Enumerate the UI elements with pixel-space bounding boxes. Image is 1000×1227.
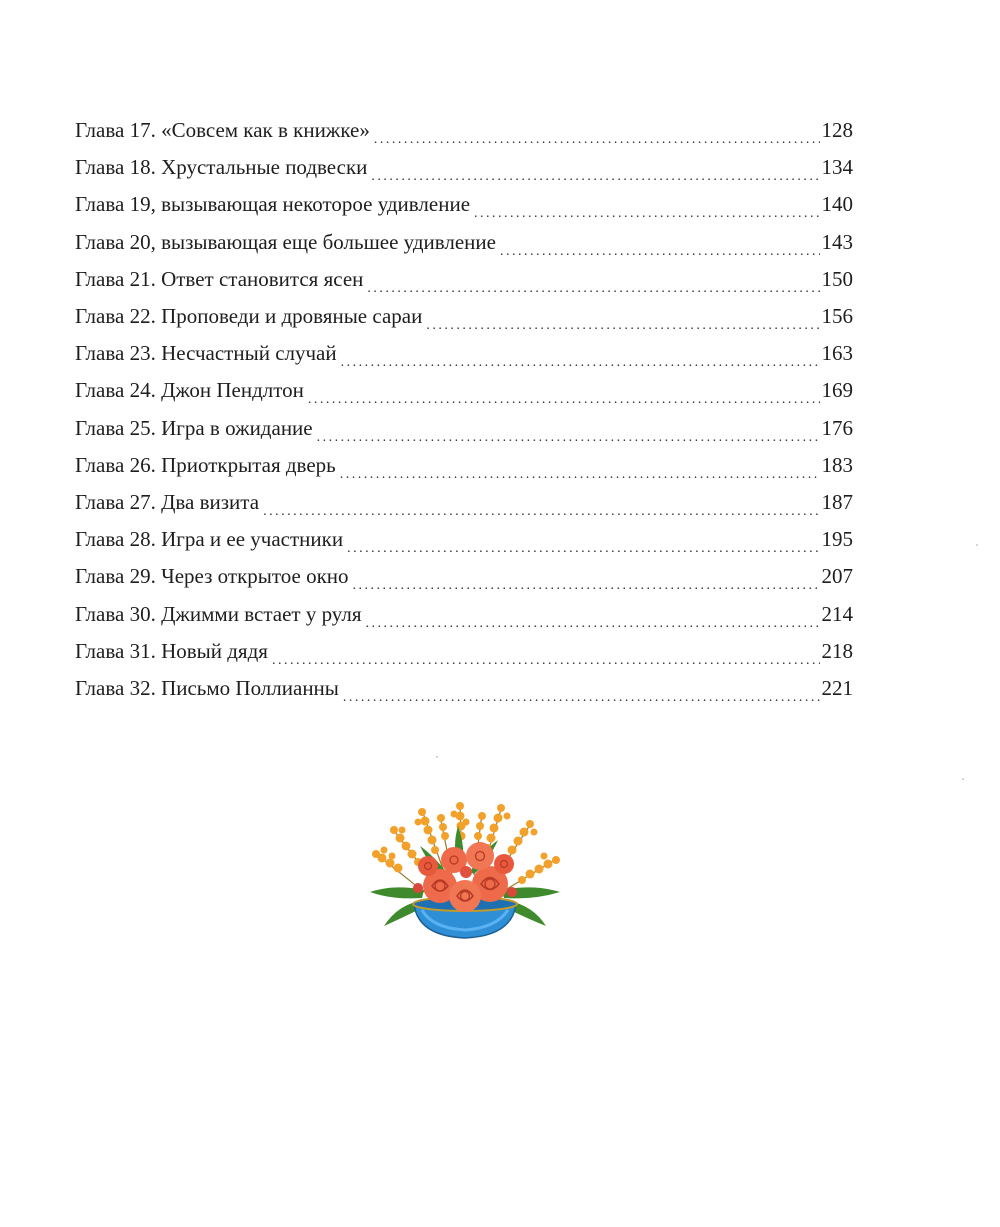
flower-bowl-icon: [362, 800, 567, 945]
toc-entry-title: Глава 22. Проповеди и дровяные сараи: [75, 304, 423, 329]
toc-entry-title: Глава 20, вызывающая еще большее удивление: [75, 229, 496, 254]
toc-entry-page: 207: [821, 564, 853, 589]
toc-dot-leader: [341, 349, 820, 370]
toc-entry-page: 187: [821, 489, 853, 514]
toc-entry-title: Глава 17. «Совсем как в книжке»: [75, 118, 370, 143]
paper-speck: [436, 756, 438, 758]
toc-entry[interactable]: [75, 521, 853, 558]
toc-entry-page: 176: [821, 415, 853, 440]
toc-dot-leader: [353, 572, 820, 593]
toc-dot-leader: [474, 200, 819, 221]
table-of-contents: [75, 112, 853, 707]
toc-entry[interactable]: [75, 186, 853, 223]
toc-entry[interactable]: [75, 447, 853, 484]
toc-entry[interactable]: [75, 335, 853, 372]
toc-entry-page: 156: [821, 304, 853, 329]
paper-speck: [962, 778, 964, 780]
toc-entry-page: 140: [821, 192, 853, 217]
toc-entry[interactable]: [75, 261, 853, 298]
paper-speck: [976, 544, 978, 546]
toc-entry[interactable]: [75, 298, 853, 335]
toc-entry-title: Глава 21. Ответ становится ясен: [75, 266, 364, 291]
toc-dot-leader: [371, 163, 819, 184]
toc-dot-leader: [272, 647, 820, 668]
toc-entry-title: Глава 24. Джон Пендлтон: [75, 378, 304, 403]
toc-entry[interactable]: [75, 372, 853, 409]
toc-entry-title: Глава 32. Письмо Поллианны: [75, 675, 339, 700]
mimosa-sprigs: [372, 802, 560, 892]
toc-entry-page: 169: [821, 378, 853, 403]
toc-entry[interactable]: [75, 633, 853, 670]
toc-dot-leader: [308, 386, 820, 407]
toc-entry[interactable]: [75, 224, 853, 261]
toc-entry-page: 221: [821, 675, 853, 700]
toc-entry-title: Глава 28. Игра и ее участники: [75, 527, 344, 552]
toc-dot-leader: [367, 275, 819, 296]
toc-entry-title: Глава 26. Приоткрытая дверь: [75, 452, 336, 477]
toc-entry[interactable]: [75, 670, 853, 707]
toc-entry[interactable]: [75, 558, 853, 595]
toc-entry-title: Глава 23. Несчастный случай: [75, 341, 337, 366]
toc-entry[interactable]: [75, 595, 853, 632]
toc-dot-leader: [366, 610, 820, 631]
toc-dot-leader: [317, 424, 820, 445]
toc-entry-title: Глава 30. Джимми встает у руля: [75, 601, 362, 626]
toc-entry-page: 163: [821, 341, 853, 366]
toc-entry-title: Глава 19, вызывающая некоторое удивление: [75, 192, 471, 217]
toc-entry-page: 218: [821, 638, 853, 663]
toc-entry-page: 128: [821, 118, 853, 143]
toc-entry-page: 143: [821, 229, 853, 254]
toc-dot-leader: [426, 312, 819, 333]
toc-dot-leader: [340, 461, 820, 482]
toc-entry-title: Глава 29. Через открытое окно: [75, 564, 349, 589]
toc-entry-title: Глава 31. Новый дядя: [75, 638, 268, 663]
toc-entry-page: 150: [821, 266, 853, 291]
toc-dot-leader: [343, 684, 820, 705]
toc-entry-page: 183: [821, 452, 853, 477]
toc-entry-page: 195: [821, 527, 853, 552]
toc-entry-title: Глава 27. Два визита: [75, 489, 260, 514]
toc-dot-leader: [263, 498, 819, 519]
toc-entry-page: 214: [821, 601, 853, 626]
toc-entry[interactable]: [75, 410, 853, 447]
toc-dot-leader: [347, 535, 819, 556]
toc-entry[interactable]: [75, 484, 853, 521]
toc-entry[interactable]: [75, 149, 853, 186]
toc-entry-title: Глава 18. Хрустальные подвески: [75, 155, 368, 180]
toc-entry-title: Глава 25. Игра в ожидание: [75, 415, 313, 440]
toc-dot-leader: [374, 126, 820, 147]
toc-entry[interactable]: [75, 112, 853, 149]
toc-entry-page: 134: [821, 155, 853, 180]
toc-dot-leader: [500, 238, 820, 259]
